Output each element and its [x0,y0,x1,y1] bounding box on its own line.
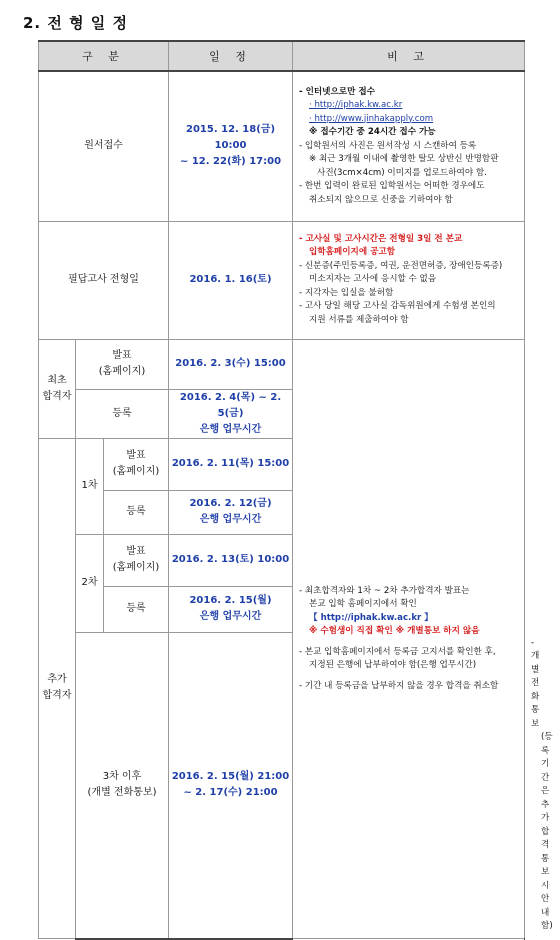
round2-announce-date: 2016. 2. 13(토) 10:00 [169,534,293,586]
table-row-first-announce [39,339,525,389]
link-iphak[interactable]: · http://iphak.kw.ac.kr [309,100,403,110]
table-header-row [39,41,525,71]
note-line: - 본교 입학홈페이지에서 등록금 고지서를 확인한 후, [299,646,496,657]
note-line: - 고사실 및 고사시간은 전형일 3일 전 본교 [299,233,463,244]
round2-register-label: 등록 [104,586,169,632]
additional-label-line: 합격자 [42,690,72,702]
note-line: ※ 최근 3개월 이내에 촬영한 탈모 상반신 반명함판 [309,154,499,164]
first-passers-label [39,339,76,438]
round3-date [169,632,293,939]
schedule-table [38,40,553,940]
round1-register-label: 등록 [104,490,169,534]
round1-label: 1차 [76,438,104,534]
note-line: ※ 수험생이 직접 확인 ※ 개별통보 하지 않음 [309,626,480,636]
header-category: 구 분 [39,41,169,71]
note-line: (등록기간은 추가합격 통보 시 안내함) [541,732,553,931]
first-label-line: 합격자 [42,390,72,402]
application-date [169,71,293,221]
application-date-start: 2015. 12. 18(금) 10:00 [186,124,276,152]
round3-label [76,632,169,939]
announce-label-line: (홈페이지) [112,562,160,573]
round3-date-line: 2016. 2. 15(월) 21:00 [171,771,290,782]
additional-passers-label [39,438,76,939]
header-remarks: 비 고 [293,41,525,71]
note-line: - 최초합격자와 1차 ~ 2차 추가합격자 발표는 [299,585,470,596]
link-iphak-results[interactable]: 【 http://iphak.kw.ac.kr 】 [309,612,433,623]
section-title: 2. 전 형 일 정 [23,14,128,32]
register-date-line: 2016. 2. 15(월) [189,595,272,606]
table-row-application [39,71,525,221]
table-row-round3: 3차 이후 (개별 전화통보) 2016. 2. 15(월) 21:00 ~ 2. 17(수) 21:00 - 개별 전화통보 (등록기간은 추가합격 통보 시 안내함) [39,632,525,939]
note-line: - 지각자는 입실을 불허함 [299,287,394,298]
first-register-date [169,389,293,438]
register-date-line: 2016. 2. 12(금) [189,498,272,509]
note-line: - 입학원서의 사진은 원서작성 시 스캔하여 등록 [299,140,477,151]
first-register-label: 등록 [76,389,169,438]
round1-announce-label [104,438,169,490]
note-line: 지원 서류를 제출하여야 함 [309,314,409,325]
round2-label: 2차 [76,534,104,632]
application-date-end: ~ 12. 22(화) 17:00 [179,156,282,168]
round1-announce-date: 2016. 2. 11(목) 15:00 [169,438,293,490]
round2-register-date [169,586,293,632]
announce-label-line: 발표 [126,546,146,557]
note-line: - 한번 입력이 완료된 입학원서는 어떠한 경우에도 [299,181,485,191]
announce-label-line: 발표 [126,450,146,461]
first-announce-date: 2016. 2. 3(수) 15:00 [169,339,293,389]
round3-label-line: 3차 이후 [102,771,142,782]
round2-announce-label [104,534,169,586]
header-schedule: 일 정 [169,41,293,71]
register-date-line: 은행 업무시간 [199,611,262,622]
note-line: ※ 접수기간 중 24시간 접수 가능 [309,127,436,137]
exam-label: 필답고사 전형일 [39,221,169,339]
announce-label-line: (홈페이지) [98,366,146,377]
register-date-line: 2016. 2. 4(목) ~ 2. 5(금) [179,391,282,419]
round3-label-line: (개별 전화통보) [87,787,157,798]
note-line: - 인터넷으로만 접수 [299,86,375,97]
link-jinhakapply[interactable]: · http://www.jinhakapply.com [309,113,434,124]
results-notes [293,339,525,939]
note-line: - 기간 내 등록금을 납부하지 않을 경우 합격을 취소함 [299,680,499,691]
exam-date: 2016. 1. 16(토) [169,221,293,339]
note-line: - 신분증(주민등록증, 여권, 운전면허증, 장애인등록증) [299,260,503,271]
additional-label-line: 추가 [47,674,67,686]
announce-label-line: (홈페이지) [112,466,160,477]
announce-label-line: 발표 [112,350,132,361]
note-line: 입학홈페이지에 공고함 [309,247,396,258]
register-date-line: 은행 업무시간 [199,423,262,435]
table-row-exam [39,221,525,339]
note-line: 본교 입학 홈페이지에서 확인 [309,599,417,609]
register-date-line: 은행 업무시간 [199,514,262,525]
application-label: 원서접수 [39,71,169,221]
first-label-line: 최초 [47,374,67,386]
round3-date-line: ~ 2. 17(수) 21:00 [183,787,278,798]
first-announce-label [76,339,169,389]
round1-register-date [169,490,293,534]
note-line: 사진(3cm×4cm) 이미지를 업로드하여야 함. [317,167,487,178]
note-line: - 고사 당일 해당 고사실 감독위원에게 수험생 본인의 [299,301,496,312]
application-notes [293,71,525,221]
note-line: 지정된 은행에 납부하여야 함(은행 업무시간) [309,660,477,670]
note-line: 미소지자는 고사에 응시할 수 없음 [309,274,437,285]
note-line: 취소되지 않으므로 신중을 기하여야 함 [309,194,453,205]
exam-notes [293,221,525,339]
